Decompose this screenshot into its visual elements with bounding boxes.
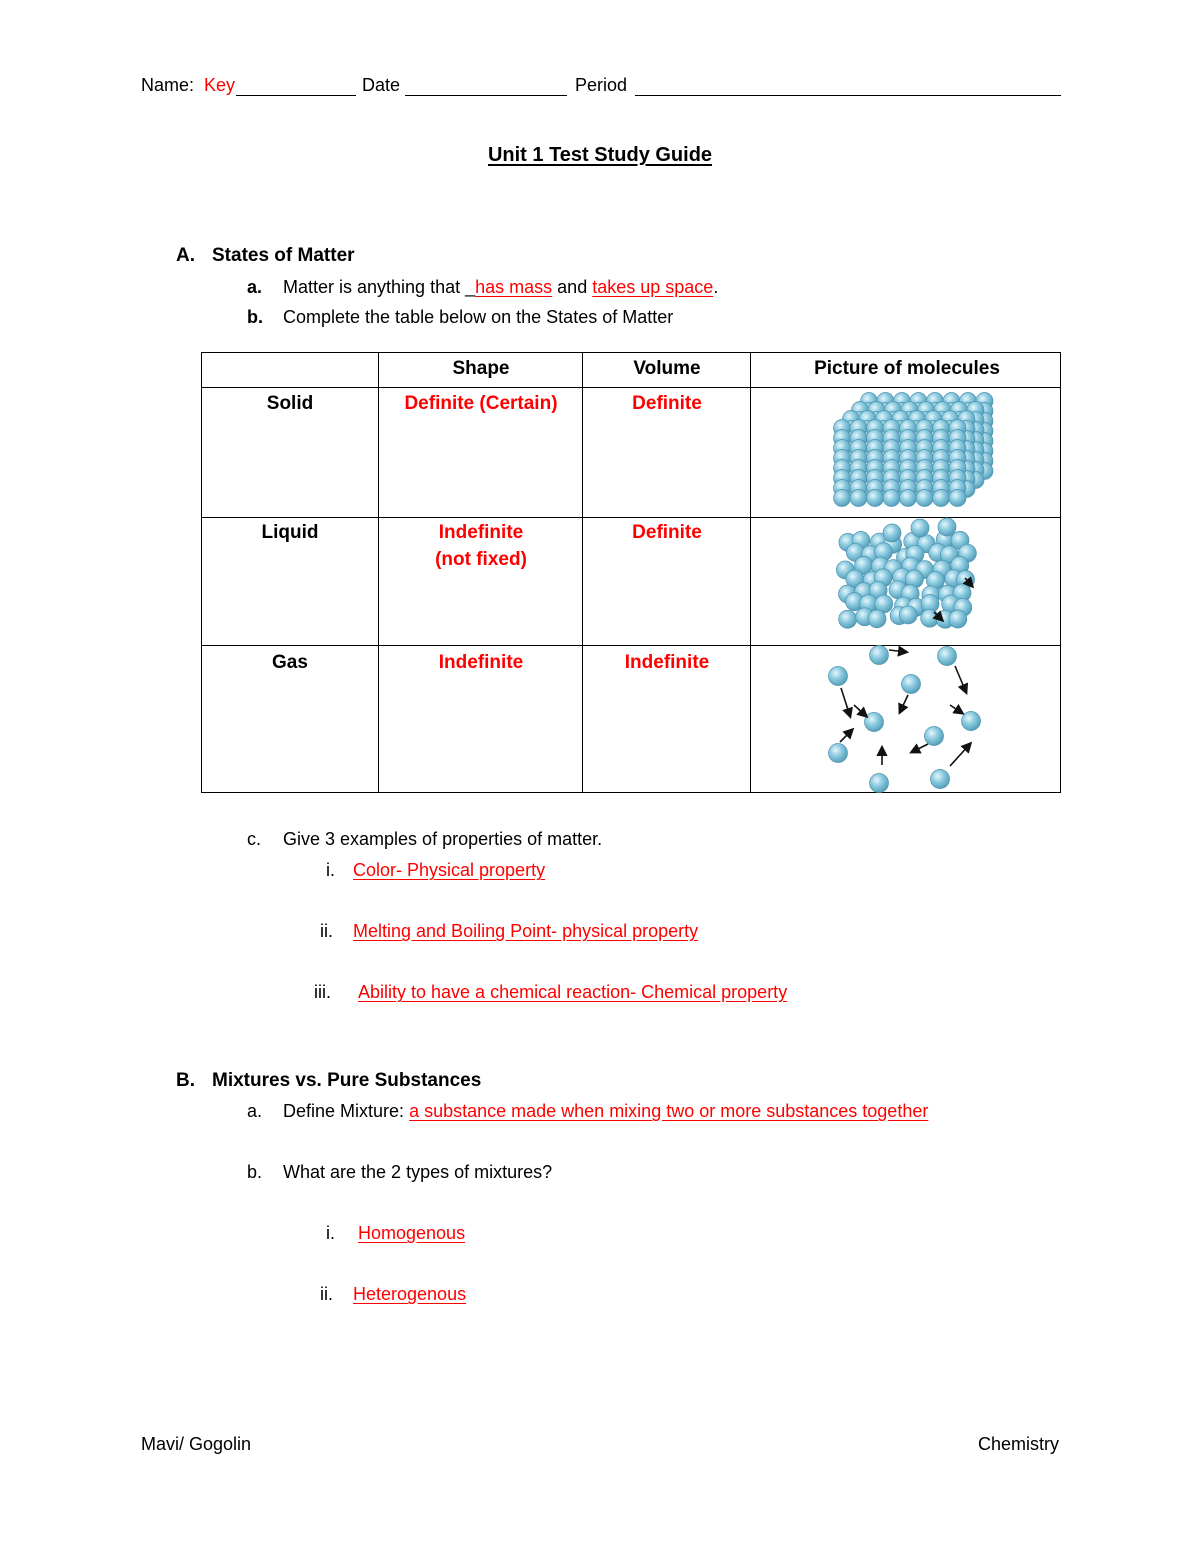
molecule-sphere	[829, 744, 848, 763]
item-b-b-marker: b.	[247, 1162, 263, 1182]
date-label: Date	[362, 75, 401, 95]
section-b-heading: Mixtures vs. Pure Substances	[212, 1070, 482, 1091]
motion-arrow	[900, 695, 908, 712]
properties-question: Give 3 examples of properties of matter.	[283, 829, 603, 849]
matter-connector: and	[557, 277, 588, 297]
state-gas: Gas	[272, 652, 308, 673]
molecule-sphere	[834, 490, 851, 507]
period-label: Period	[575, 75, 628, 95]
solid-molecules-picture	[834, 393, 994, 507]
molecule-sphere	[949, 490, 966, 507]
molecule-sphere	[829, 667, 848, 686]
molecule-sphere	[902, 675, 921, 694]
matter-prefix: Matter is anything that	[283, 277, 461, 297]
answer-takes-up-space: takes up space	[592, 277, 714, 297]
mixture-type-2-marker: ii.	[320, 1284, 333, 1304]
footer-subject: Chemistry	[977, 1434, 1059, 1454]
item-c-marker: c.	[247, 829, 262, 849]
header-picture: Picture of molecules	[814, 358, 1000, 379]
molecule-sphere	[925, 727, 944, 746]
matter-blank-lead: _	[465, 277, 476, 297]
mixture-definition	[283, 1100, 928, 1122]
motion-arrow	[950, 744, 970, 766]
mixture-type-2-answer: Heterogenous	[353, 1284, 467, 1304]
molecule-sphere	[921, 609, 939, 627]
molecule-sphere	[933, 490, 950, 507]
motion-arrow	[841, 688, 850, 716]
section-a-heading: States of Matter	[212, 245, 355, 266]
mixture-types-question: What are the 2 types of mixtures?	[283, 1162, 553, 1182]
property-2-answer: Melting and Boiling Point- physical property	[353, 921, 699, 941]
molecule-sphere	[865, 713, 884, 732]
state-solid: Solid	[266, 393, 314, 414]
motion-arrow	[854, 705, 866, 716]
gas-shape: Indefinite	[438, 652, 524, 673]
solid-shape: Definite (Certain)	[404, 393, 558, 414]
liquid-shape: Indefinite	[438, 522, 524, 543]
property-3-marker: iii.	[314, 982, 331, 1002]
molecule-sphere	[850, 490, 867, 507]
page-title: Unit 1 Test Study Guide	[487, 144, 713, 166]
mixture-type-1-marker: i.	[326, 1223, 335, 1243]
molecule-sphere	[870, 646, 889, 665]
molecule-sphere	[870, 774, 889, 793]
property-2-marker: ii.	[320, 921, 333, 941]
liquid-volume: Definite	[632, 522, 702, 543]
molecule-sphere	[900, 490, 917, 507]
liquid-molecules-picture	[836, 518, 976, 628]
motion-arrow	[950, 705, 962, 713]
molecule-sphere	[938, 518, 956, 536]
section-b-letter: B.	[176, 1070, 195, 1091]
gas-molecules-picture	[829, 646, 981, 793]
property-1-answer: Color- Physical property	[353, 860, 546, 880]
molecule-sphere	[868, 610, 886, 628]
matter-end: .	[713, 277, 719, 297]
item-b-a-marker: a.	[247, 1101, 263, 1121]
molecule-sphere	[931, 770, 950, 789]
molecule-sphere	[839, 610, 857, 628]
table-instruction: Complete the table below on the States of Matter	[283, 307, 674, 327]
property-1-marker: i.	[326, 860, 335, 880]
molecule-sphere	[949, 610, 967, 628]
property-3-answer: Ability to have a chemical reaction- Chemical property	[358, 982, 788, 1002]
mixture-type-1-answer: Homogenous	[358, 1223, 466, 1243]
item-a-marker: a.	[247, 277, 263, 297]
mixture-definition-answer: a substance made when mixing two or more substances together	[409, 1101, 929, 1121]
header-volume: Volume	[633, 358, 701, 379]
molecule-sphere	[883, 490, 900, 507]
motion-arrow	[912, 744, 928, 752]
molecule-sphere	[916, 490, 933, 507]
define-mixture-label: Define Mixture:	[283, 1101, 405, 1121]
name-label: Name:	[141, 75, 195, 95]
state-liquid: Liquid	[261, 522, 319, 543]
motion-arrow	[955, 666, 966, 692]
footer-authors: Mavi/ Gogolin	[141, 1434, 252, 1454]
liquid-shape-note: (not fixed)	[435, 549, 527, 570]
answer-has-mass: has mass	[475, 277, 553, 297]
section-a-letter: A.	[176, 245, 195, 266]
molecule-sphere	[911, 519, 929, 537]
molecule-sphere	[899, 606, 917, 624]
motion-arrow	[889, 650, 906, 652]
molecule-sphere	[867, 490, 884, 507]
molecule-sphere	[883, 524, 901, 542]
molecule-sphere	[938, 647, 957, 666]
item-b-marker: b.	[247, 307, 263, 327]
motion-arrow	[840, 730, 852, 742]
name-value: Key	[204, 75, 236, 95]
molecule-sphere	[962, 712, 981, 731]
solid-volume: Definite	[632, 393, 702, 414]
header-shape: Shape	[452, 358, 510, 379]
gas-volume: Indefinite	[624, 652, 710, 673]
